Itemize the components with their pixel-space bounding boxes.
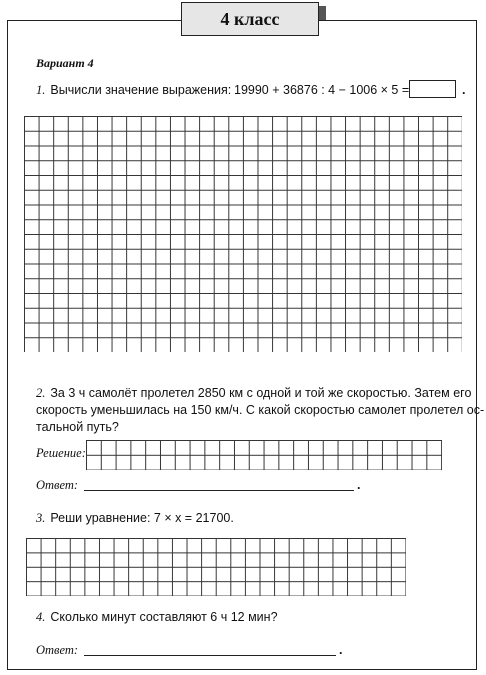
task1-text: Вычисли значение выражения:: [50, 83, 232, 97]
grade-title: 4 класс: [181, 2, 319, 36]
task2-solution-grid[interactable]: [86, 440, 442, 470]
task2-answer-line[interactable]: [84, 490, 354, 491]
task4-answer-line[interactable]: [84, 655, 336, 656]
task1-work-grid[interactable]: [24, 116, 462, 352]
task3: [36, 511, 234, 526]
task2-solution-label: Решение:: [36, 446, 86, 460]
task2-answer-label: Ответ:: [36, 478, 79, 492]
task2-answer-period: .: [357, 478, 361, 492]
task4-number: 4.: [36, 610, 46, 624]
task3-work-grid[interactable]: [26, 538, 406, 596]
task1-answer-box[interactable]: [409, 80, 456, 98]
task2-line1: За 3 ч самолёт пролетел 2850 км с одной и той же скоростью. Затем его: [50, 386, 472, 400]
task3-text: Реши уравнение: 7 × x = 21700.: [50, 511, 234, 525]
task2-line3: тальной путь?: [36, 420, 119, 434]
task2-number: 2.: [36, 386, 46, 400]
task4-text: Сколько минут составляют 6 ч 12 мин?: [50, 610, 278, 624]
task1-expression: 19990 + 36876 : 4 − 1006 × 5 =: [234, 83, 410, 97]
task4-answer-period: .: [339, 643, 343, 657]
task1: [36, 83, 231, 98]
task1-period: .: [462, 83, 466, 97]
task2-line2: скорость уменьшилась на 150 км/ч. С какой скоростью самолет пролетел ос-: [36, 403, 485, 417]
task4-answer-label: Ответ:: [36, 643, 79, 657]
task3-number: 3.: [36, 511, 46, 525]
task2-text: [36, 385, 471, 402]
task4: [36, 610, 278, 625]
task1-number: 1.: [36, 83, 46, 97]
variant-label: Вариант 4: [36, 56, 94, 70]
